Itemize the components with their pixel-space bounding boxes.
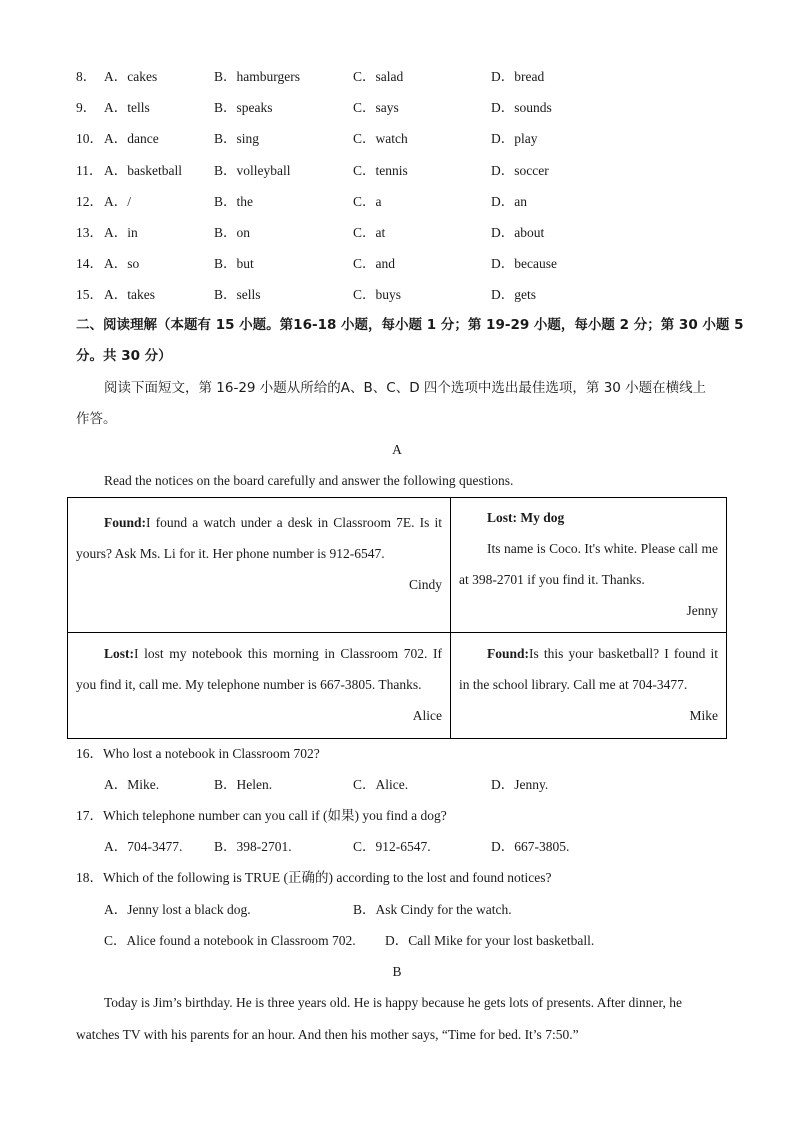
question-number: 8．	[76, 69, 97, 84]
notice-found-watch	[68, 498, 451, 633]
option-c[interactable]: C．Alice.	[353, 777, 409, 792]
question-number: 13．	[76, 225, 103, 240]
question-17-stem: 17．Which telephone number can you call if (如果) you find a dog?	[76, 808, 447, 823]
option-b[interactable]: B．hamburgers	[214, 69, 300, 84]
option-c[interactable]: C．salad	[353, 69, 404, 84]
notice-text: Its name is Coco. It's white. Please call me at 398-2701 if you find it. Thanks.	[459, 541, 718, 587]
notice-label: Lost: My dog	[487, 510, 565, 525]
option-b[interactable]: B．398-2701.	[214, 839, 292, 854]
passage-b-letter: B	[392, 964, 402, 979]
question-17-options	[0, 837, 794, 857]
option-d[interactable]: D．gets	[491, 287, 536, 303]
option-c[interactable]: C．and	[353, 256, 395, 272]
option-d[interactable]: D．because	[491, 256, 557, 272]
question-row	[0, 129, 794, 149]
option-a[interactable]: A．basketball	[104, 162, 182, 178]
question-number: 14．	[76, 256, 103, 272]
option-b[interactable]: B．speaks	[214, 100, 273, 116]
section-heading-line2: 分。共 30 分）	[76, 348, 172, 364]
question-number: 9．	[76, 100, 97, 116]
option-a[interactable]: A．cakes	[104, 69, 158, 84]
option-a[interactable]: A．so	[104, 256, 140, 272]
option-a[interactable]: A．704-3477.	[104, 839, 183, 854]
option-d[interactable]: D．Call Mike for your lost basketball.	[385, 933, 595, 948]
option-b[interactable]: B．on	[214, 225, 251, 240]
question-number: 12．	[76, 193, 103, 209]
question-16-options	[0, 775, 794, 795]
option-a[interactable]: A．dance	[104, 131, 159, 147]
option-b[interactable]: B．Helen.	[214, 777, 273, 792]
notice-signer: Mike	[689, 708, 718, 723]
option-a[interactable]: A．tells	[104, 100, 150, 116]
notice-lost-dog	[451, 498, 727, 633]
notice-board-table	[67, 497, 727, 739]
notice-found-basketball	[451, 633, 727, 739]
option-b[interactable]: B．sing	[214, 131, 260, 147]
option-b[interactable]: B．sells	[214, 287, 261, 303]
option-d[interactable]: D．Jenny.	[491, 777, 549, 792]
option-b[interactable]: B．but	[214, 256, 254, 272]
option-d[interactable]: D．667-3805.	[491, 839, 570, 854]
notice-lost-notebook	[68, 633, 451, 739]
option-d[interactable]: D．about	[491, 225, 545, 240]
option-d[interactable]: D．an	[491, 193, 527, 209]
question-row	[0, 98, 794, 118]
notice-text: I lost my notebook this morning in Classroom 702. If you find it, call me. My telephone number is 667-3805. Thanks.	[76, 646, 442, 692]
notice-signer: Jenny	[686, 603, 718, 618]
notice-label: Lost:	[104, 646, 134, 661]
option-a[interactable]: A．Mike.	[104, 777, 160, 792]
option-c[interactable]: C．a	[353, 193, 382, 209]
option-d[interactable]: D．sounds	[491, 100, 552, 116]
option-c[interactable]: C．tennis	[353, 162, 408, 178]
notice-signer: Cindy	[408, 577, 442, 592]
option-c[interactable]: C．watch	[353, 131, 408, 147]
notice-label: Found:	[487, 646, 530, 661]
option-c[interactable]: C．912-6547.	[353, 839, 431, 854]
question-number: 10．	[76, 131, 103, 147]
question-18-options-row1	[0, 900, 794, 920]
question-row	[0, 254, 794, 274]
question-row	[0, 223, 794, 243]
passage-b-line1: Today is Jim’s birthday. He is three years old. He is happy because he gets lots of presents. After dinner, he	[104, 995, 682, 1010]
option-b[interactable]: B．volleyball	[214, 162, 291, 178]
passage-a-letter: A	[392, 442, 402, 457]
option-d[interactable]: D．play	[491, 131, 538, 147]
question-18-stem: 18．Which of the following is TRUE (正确的) according to the lost and found notices?	[76, 870, 552, 885]
question-16-stem: 16．Who lost a notebook in Classroom 702?	[76, 746, 320, 761]
question-row	[0, 192, 794, 212]
option-b[interactable]: B．Ask Cindy for the watch.	[353, 902, 512, 917]
notice-label: Found:	[104, 515, 147, 530]
question-number: 15．	[76, 287, 103, 303]
option-c[interactable]: C．Alice found a notebook in Classroom 702.	[104, 933, 356, 948]
passage-a-intro: Read the notices on the board carefully and answer the following questions.	[104, 473, 514, 488]
notice-signer: Alice	[412, 708, 442, 723]
option-a[interactable]: A．/	[104, 193, 131, 209]
option-c[interactable]: C．says	[353, 100, 399, 116]
option-a[interactable]: A．in	[104, 225, 138, 240]
passage-b-line2: watches TV with his parents for an hour. And then his mother says, “Time for bed. It’s 7:50.”	[76, 1027, 579, 1042]
option-a[interactable]: A．takes	[104, 287, 155, 303]
question-row	[0, 285, 794, 305]
section-heading-line1: 二、阅读理解（本题有 15 小题。第16-18 小题，每小题 1 分；第 19-29 小题，每小题 2 分；第 30 小题 5	[76, 317, 744, 333]
option-c[interactable]: C．buys	[353, 287, 402, 303]
question-number: 11．	[76, 162, 103, 178]
option-b[interactable]: B．the	[214, 193, 253, 209]
option-c[interactable]: C．at	[353, 225, 386, 240]
instruction-line2: 作答。	[76, 411, 117, 427]
question-18-options-row2	[0, 931, 794, 951]
notice-text: I found a watch under a desk in Classroom 7E. Is it yours? Ask Ms. Li for it. Her phone number is 912-6547.	[76, 515, 442, 561]
question-row	[0, 67, 794, 87]
question-row	[0, 161, 794, 181]
option-d[interactable]: D．soccer	[491, 162, 549, 178]
option-a[interactable]: A．Jenny lost a black dog.	[104, 902, 251, 917]
option-d[interactable]: D．bread	[491, 69, 545, 84]
notice-text: Is this your basketball? I found it in the school library. Call me at 704-3477.	[459, 646, 718, 692]
instruction-line1: 阅读下面短文，第 16-29 小题从所给的A、B、C、D 四个选项中选出最佳选项，第 30 小题在横线上	[104, 380, 707, 396]
